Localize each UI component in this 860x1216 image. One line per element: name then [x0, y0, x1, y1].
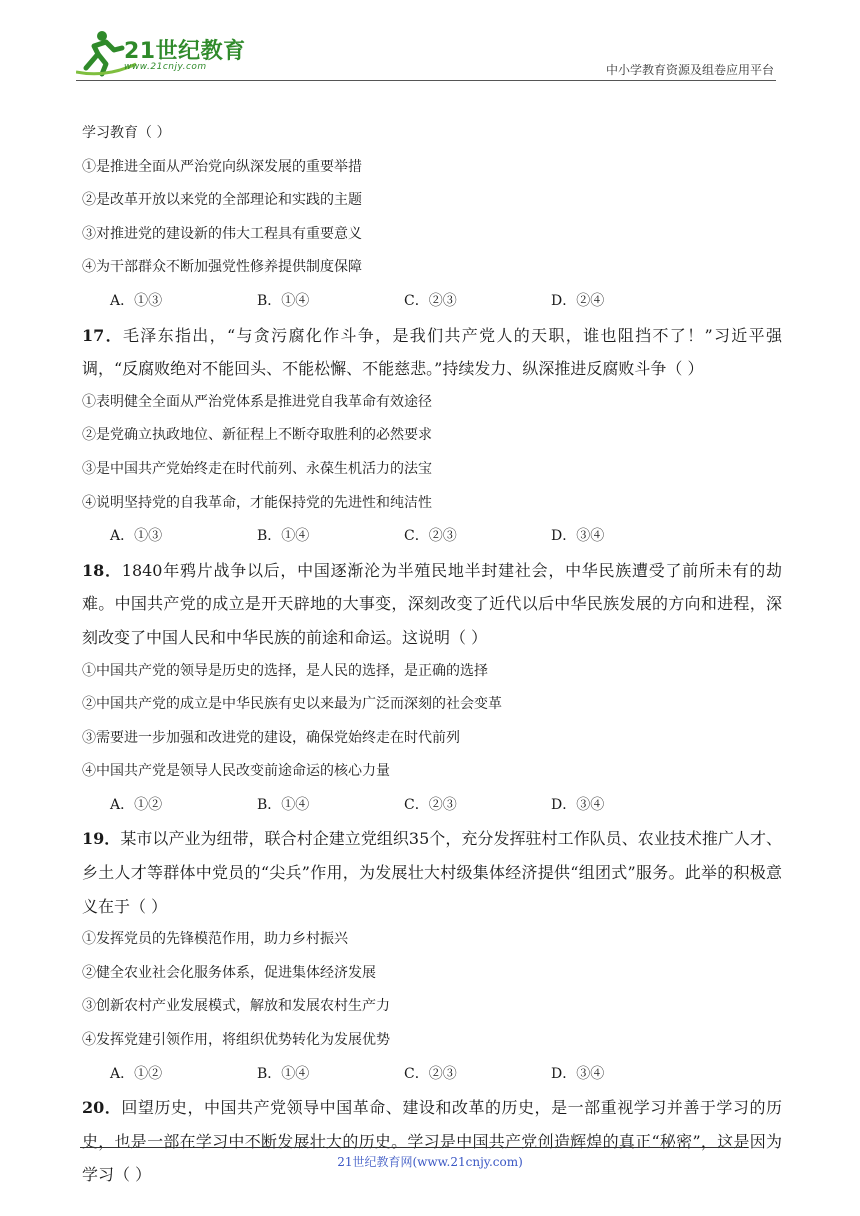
footer-link[interactable]: 21世纪教育网(www.21cnjy.com)	[337, 1155, 523, 1169]
question-number: 19．	[82, 829, 121, 849]
answer-options	[82, 789, 782, 823]
statement-item: ④为干部群众不断加强党性修养提供制度保障	[82, 259, 362, 276]
option-a[interactable]: A．①③	[110, 528, 163, 545]
option-d[interactable]: D．②④	[551, 292, 605, 309]
statement-item: ④说明坚持党的自我革命，才能保持党的先进性和纯洁性	[82, 494, 432, 511]
statement-item: ①是推进全面从严治党向纵深发展的重要举措	[82, 158, 362, 175]
question-19	[82, 822, 782, 923]
platform-title: 中小学教育资源及组卷应用平台	[605, 63, 774, 77]
logo-url: www.21cnjy.com	[124, 62, 207, 72]
statement-item: ②是党确立执政地位、新征程上不断夺取胜利的必然要求	[82, 427, 432, 444]
question-list	[82, 117, 782, 1192]
statement-item: ③创新农村产业发展模式，解放和发展农村生产力	[82, 998, 390, 1015]
statement-item: ①发挥党员的先锋模范作用，助力乡村振兴	[82, 931, 348, 948]
statement-item: ②是改革开放以来党的全部理论和实践的主题	[82, 192, 362, 209]
question-20	[82, 1091, 782, 1192]
question-17	[82, 319, 782, 386]
page-header	[0, 0, 860, 90]
statement-item: ④发挥党建引领作用，将组织优势转化为发展优势	[82, 1032, 390, 1049]
statement-item: ②健全农业社会化服务体系，促进集体经济发展	[82, 964, 376, 981]
option-b[interactable]: B．①④	[257, 292, 310, 309]
option-b[interactable]: B．①④	[257, 528, 310, 545]
option-d[interactable]: D．③④	[551, 528, 605, 545]
question-stem: 毛泽东指出，“与贪污腐化作斗争，是我们共产党人的天职，谁也阻挡不了！”习近平强调，“反腐败绝对不能回头、不能松懈、不能慈悲。”持续发力、纵深推进反腐败斗争（ ）	[82, 325, 782, 379]
footer-divider	[80, 1147, 744, 1148]
question-number: 20．	[82, 1098, 122, 1118]
option-d[interactable]: D．③④	[551, 1065, 605, 1082]
question-stem: 回望历史，中国共产党领导中国革命、建设和改革的历史，是一部重视学习并善于学习的历史，也是一部在学习中不断发展壮大的历史。学习是中国共产党创造辉煌的真正“秘密”，这是因为学习（ ）	[82, 1098, 782, 1185]
statement-item: ②中国共产党的成立是中华民族有史以来最为广泛而深刻的社会变革	[82, 696, 502, 713]
answer-options	[82, 285, 782, 319]
option-c[interactable]: C．②③	[404, 528, 457, 545]
logo-text: 21世纪教育	[124, 39, 246, 64]
statement-item: ③需要进一步加强和改进党的建设，确保党始终走在时代前列	[82, 729, 460, 746]
answer-options	[82, 520, 782, 554]
question-stem: 某市以产业为纽带，联合村企建立党组织35个，充分发挥驻村工作队员、农业技术推广人才、乡土人才等群体中党员的“尖兵”作用，为发展壮大村级集体经济提供“组团式”服务。此举的积极意义在于（ ）	[82, 829, 782, 916]
option-d[interactable]: D．③④	[551, 796, 605, 813]
option-a[interactable]: A．①②	[110, 1065, 163, 1082]
option-a[interactable]: A．①③	[110, 292, 163, 309]
option-c[interactable]: C．②③	[404, 292, 457, 309]
question-stem: 学习教育（ ）	[82, 125, 171, 141]
option-c[interactable]: C．②③	[404, 796, 457, 813]
question-stem: 1840年鸦片战争以后，中国逐渐沦为半殖民地半封建社会，中华民族遭受了前所未有的劫难。中国共产党的成立是开天辟地的大事变，深刻改变了近代以后中华民族发展的方向和进程，深刻改变了中国人民和中华民族的前途和命运。这说明（ ）	[82, 560, 782, 647]
statement-item: ④中国共产党是领导人民改变前途命运的核心力量	[82, 763, 390, 780]
option-a[interactable]: A．①②	[110, 796, 163, 813]
statement-item: ③对推进党的建设新的伟大工程具有重要意义	[82, 225, 362, 242]
option-c[interactable]: C．②③	[404, 1065, 457, 1082]
answer-options	[82, 1058, 782, 1092]
option-b[interactable]: B．①④	[257, 796, 310, 813]
statement-item: ③是中国共产党始终走在时代前列、永葆生机活力的法宝	[82, 460, 432, 477]
statement-item: ①中国共产党的领导是历史的选择，是人民的选择，是正确的选择	[82, 662, 488, 679]
question-number: 17．	[82, 325, 123, 345]
question-number: 18．	[82, 560, 122, 580]
option-b[interactable]: B．①④	[257, 1065, 310, 1082]
question-18	[82, 554, 782, 655]
header-divider	[76, 80, 776, 81]
statement-item: ①表明健全全面从严治党体系是推进党自我革命有效途径	[82, 393, 432, 410]
